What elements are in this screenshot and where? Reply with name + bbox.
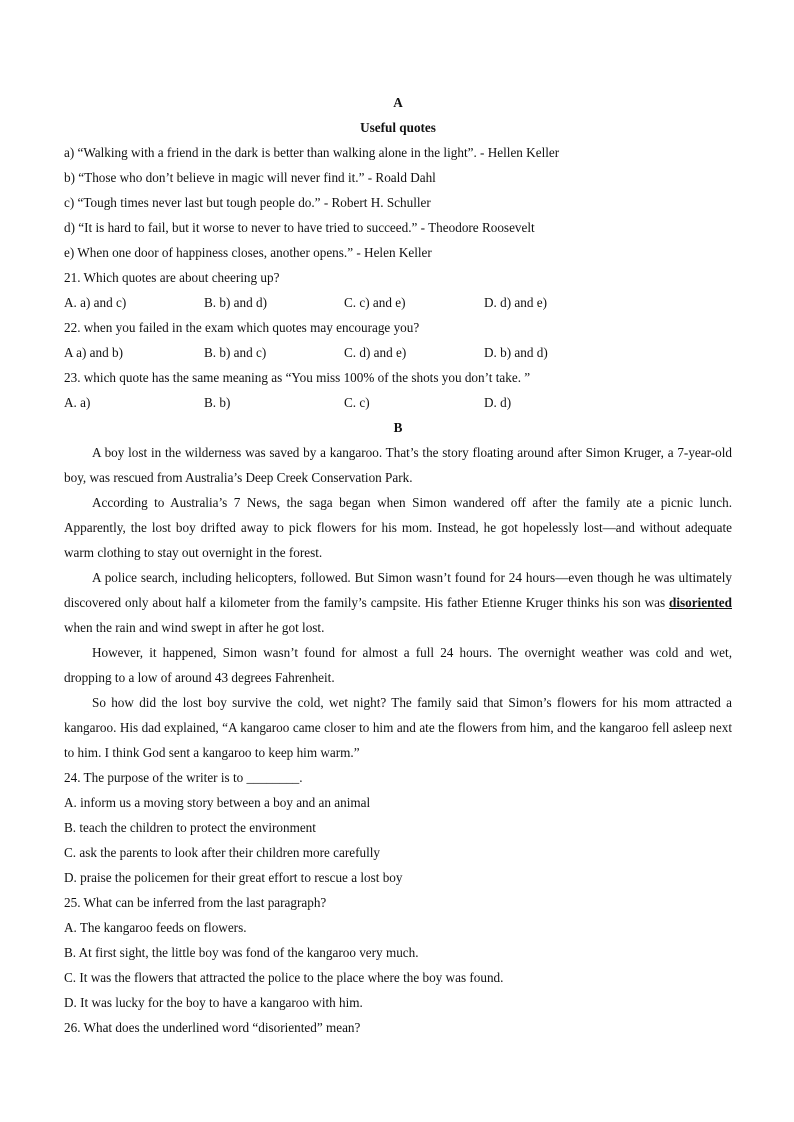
passage-paragraph-5: So how did the lost boy survive the cold, wet night? The family said that Simon’s flowers for his mom attracted a kangaroo. His dad explained, “A kangaroo came closer to him and ate the flowers from him, and the kangaroo fell asleep next to him. I think God sent a kangaroo to keep him warm.” (64, 695, 732, 760)
question-23-option-b: B. b) (204, 395, 231, 410)
passage-paragraph-4: However, it happened, Simon wasn’t found for almost a full 24 hours. The overnight weather was cold and wet, dropping to a low of around 43 degrees Fahrenheit. (64, 645, 732, 685)
question-22-stem: 22. when you failed in the exam which quotes may encourage you? (64, 320, 420, 335)
question-23-stem: 23. which quote has the same meaning as “You miss 100% of the shots you don’t take. ” (64, 370, 531, 385)
quote-c: c) “Tough times never last but tough people do.” - Robert H. Schuller (64, 195, 431, 210)
question-24-option-c: C. ask the parents to look after their children more carefully (64, 845, 381, 860)
passage-paragraph-1: A boy lost in the wilderness was saved by a kangaroo. That’s the story floating around after Simon Kruger, a 7-year-old boy, was rescued from Australia’s Deep Creek Conservation Park. (64, 445, 732, 485)
question-25-option-c: C. It was the flowers that attracted the police to the place where the boy was found. (64, 970, 504, 985)
question-22-option-c: C. d) and e) (344, 345, 407, 360)
quote-a: a) “Walking with a friend in the dark is better than walking alone in the light”. - Hellen Keller (64, 145, 560, 160)
page-content (64, 90, 732, 1040)
section-a-title: Useful quotes (360, 120, 436, 135)
question-21-options (64, 290, 732, 315)
question-23-option-c: C. c) (344, 395, 370, 410)
question-23-option-a: A. a) (64, 395, 91, 410)
question-26-stem: 26. What does the underlined word “disoriented” mean? (64, 1020, 361, 1035)
question-23-options (64, 390, 732, 415)
paragraph-3-text-end: when the rain and wind swept in after he got lost. (64, 620, 325, 635)
question-25-option-a: A. The kangaroo feeds on flowers. (64, 920, 247, 935)
quote-b: b) “Those who don’t believe in magic will never find it.” - Roald Dahl (64, 170, 436, 185)
question-22-option-a: A a) and b) (64, 345, 123, 360)
question-23-option-d: D. d) (484, 395, 512, 410)
passage-paragraph-2: According to Australia’s 7 News, the saga began when Simon wandered off after the family ate a picnic lunch. Apparently, the lost boy drifted away to pick flowers for his mom. Instead, he got hopelessly lost—and without adequate warm clothing to stay out overnight in the forest. (64, 495, 732, 560)
question-21-option-c: C. c) and e) (344, 295, 406, 310)
question-25-option-d: D. It was lucky for the boy to have a kangaroo with him. (64, 995, 363, 1010)
question-21-stem: 21. Which quotes are about cheering up? (64, 270, 280, 285)
question-25-stem: 25. What can be inferred from the last paragraph? (64, 895, 327, 910)
question-25-option-b: B. At first sight, the little boy was fond of the kangaroo very much. (64, 945, 419, 960)
question-24-option-a: A. inform us a moving story between a boy and an animal (64, 795, 371, 810)
underlined-word: disoriented (668, 595, 732, 610)
question-22-options (64, 340, 732, 365)
question-24-stem: 24. The purpose of the writer is to ________. (64, 770, 303, 785)
section-a-heading: A (393, 95, 403, 110)
question-21-option-b: B. b) and d) (204, 295, 267, 310)
paragraph-3-text-start: A police search, including helicopters, followed. But Simon wasn’t found for 24 hours—even though he was ultimately discovered only about half a kilometer from the family’s campsite. His father Etienne Kruger thinks his son was (64, 570, 732, 610)
question-22-option-d: D. b) and d) (484, 345, 548, 360)
question-24-option-d: D. praise the policemen for their great effort to rescue a lost boy (64, 870, 403, 885)
quote-d: d) “It is hard to fail, but it worse to never to have tried to succeed.” - Theodore Roosevelt (64, 220, 535, 235)
question-24-option-b: B. teach the children to protect the environment (64, 820, 316, 835)
section-b-heading: B (393, 420, 403, 435)
question-22-option-b: B. b) and c) (204, 345, 267, 360)
quote-e: e) When one door of happiness closes, another opens.” - Helen Keller (64, 245, 432, 260)
question-21-option-d: D. d) and e) (484, 295, 547, 310)
question-21-option-a: A. a) and c) (64, 295, 127, 310)
passage-paragraph-3 (64, 565, 732, 640)
